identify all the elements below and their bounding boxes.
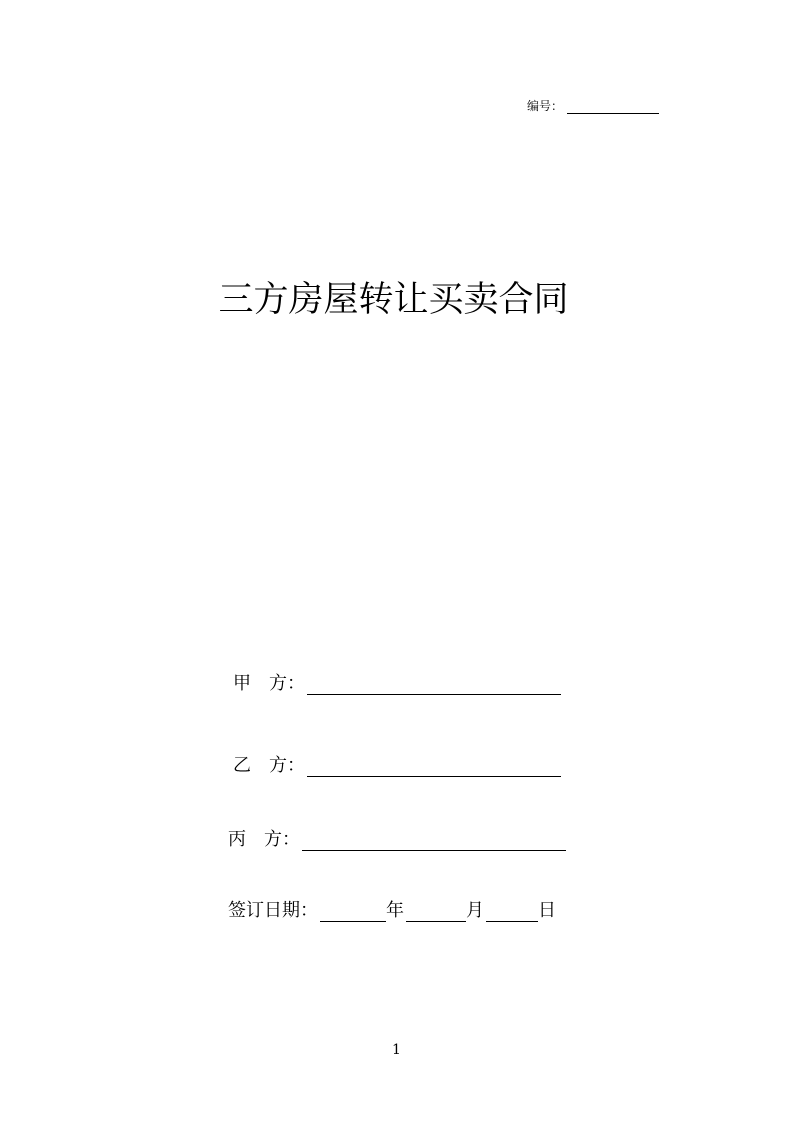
sign-day-blank[interactable]: [486, 903, 538, 922]
document-number-label: 编号：: [527, 99, 564, 113]
sign-date-line: [228, 900, 556, 922]
party-b-label: 乙 方：: [233, 755, 305, 776]
document-title-text: 三方房屋转让买卖合同: [218, 280, 569, 320]
document-title: [0, 278, 793, 322]
party-b-line: [233, 755, 561, 777]
party-c-line: [228, 829, 566, 851]
sign-date-label: 签订日期：: [228, 900, 318, 921]
party-c-blank[interactable]: [302, 832, 566, 851]
sign-year-blank[interactable]: [320, 903, 386, 922]
sign-month-blank[interactable]: [406, 903, 466, 922]
party-b-blank[interactable]: [307, 758, 561, 777]
document-number-blank[interactable]: [567, 99, 659, 114]
party-a-line: [233, 673, 561, 695]
page-number: 1: [392, 1042, 401, 1058]
party-c-label: 丙 方：: [228, 829, 300, 850]
party-a-blank[interactable]: [307, 676, 561, 695]
document-number-field: [527, 94, 659, 114]
month-label: 月: [466, 900, 484, 921]
year-label: 年: [386, 900, 404, 921]
day-label: 日: [538, 900, 556, 921]
party-a-label: 甲 方：: [233, 673, 305, 694]
